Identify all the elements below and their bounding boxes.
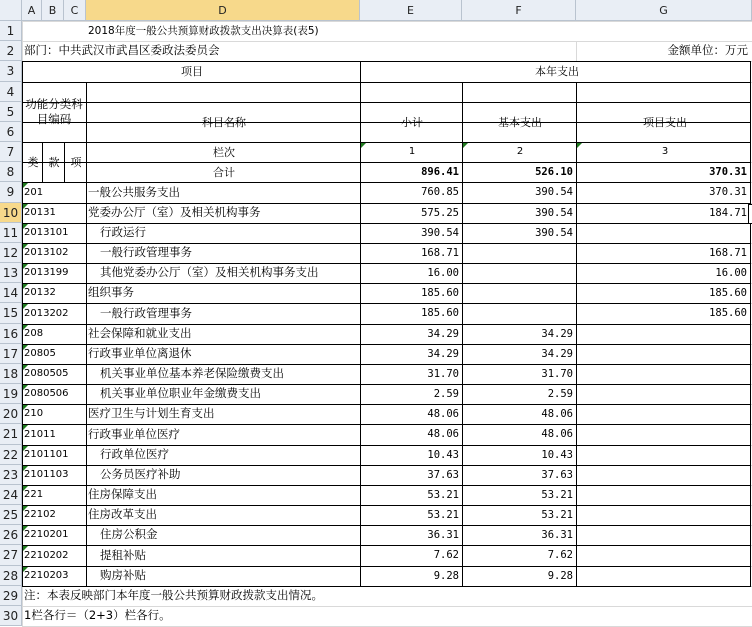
item-project[interactable] <box>576 445 750 465</box>
item-subtotal[interactable]: 185.60 <box>421 307 459 320</box>
item-basic[interactable]: 53.21 <box>541 488 573 501</box>
report-title[interactable]: 2018年度一般公共预算财政拨款支出决算表(表5) <box>88 24 319 37</box>
department-label[interactable]: 部门：中共武汉市武昌区委政法委员会 <box>24 43 220 58</box>
item-code[interactable]: 20805 <box>24 348 56 359</box>
number-as-text-indicator <box>23 446 28 451</box>
item-subtotal[interactable]: 34.29 <box>427 347 459 360</box>
row-header-10[interactable]: 10 <box>0 203 22 223</box>
item-code[interactable]: 201 <box>24 186 44 198</box>
item-name[interactable]: 其他党委办公厅（室）及相关机构事务支出 <box>100 265 319 280</box>
item-project[interactable]: 16.00 <box>715 266 747 279</box>
item-basic[interactable]: 48.06 <box>541 428 573 441</box>
item-basic[interactable]: 36.31 <box>541 528 573 541</box>
row-header-5[interactable]: 5 <box>0 102 22 122</box>
item-name[interactable]: 行政运行 <box>100 225 146 240</box>
header-subject-name[interactable]: 科目名称 <box>202 115 246 129</box>
item-code[interactable]: 22102 <box>24 509 56 520</box>
item-code[interactable]: 221 <box>24 489 44 500</box>
item-basic[interactable]: 37.63 <box>541 468 573 481</box>
item-code[interactable]: 2013202 <box>24 307 69 319</box>
row-header-20[interactable]: 20 <box>0 404 22 424</box>
column-header-d[interactable]: D <box>86 0 360 21</box>
item-project[interactable] <box>576 545 750 566</box>
item-subtotal[interactable]: 7.62 <box>433 549 459 562</box>
row-header-29[interactable]: 29 <box>0 586 22 606</box>
item-project[interactable] <box>576 505 750 525</box>
unit-label[interactable]: 金额单位：万元 <box>667 43 748 58</box>
item-basic[interactable]: 34.29 <box>541 327 573 340</box>
row-header-15[interactable]: 15 <box>0 303 22 324</box>
number-as-text-indicator <box>23 466 28 471</box>
number-as-text-indicator <box>23 385 28 390</box>
item-basic[interactable]: 390.54 <box>535 206 573 219</box>
item-subtotal[interactable]: 185.60 <box>421 286 459 299</box>
item-name[interactable]: 一般公共服务支出 <box>88 184 180 199</box>
row-header-2[interactable]: 2 <box>0 41 22 61</box>
row-header-12[interactable]: 12 <box>0 243 22 263</box>
item-name[interactable]: 一般行政管理事务 <box>100 305 192 320</box>
row-header-19[interactable]: 19 <box>0 384 22 404</box>
row-header-11[interactable]: 11 <box>0 223 22 243</box>
item-project[interactable] <box>576 364 750 384</box>
item-project[interactable]: 370.31 <box>709 186 747 199</box>
item-project[interactable] <box>576 223 750 243</box>
number-as-text-indicator <box>23 304 28 309</box>
item-name[interactable]: 提租补贴 <box>100 547 146 562</box>
item-basic[interactable] <box>462 243 576 263</box>
item-basic[interactable]: 34.29 <box>541 347 573 360</box>
row-header-28[interactable]: 28 <box>0 566 22 586</box>
item-code[interactable]: 208 <box>24 328 44 339</box>
item-code[interactable]: 2210202 <box>24 549 69 561</box>
item-name[interactable]: 组织事务 <box>88 285 134 300</box>
header-col1[interactable]: 1 <box>408 146 416 157</box>
item-subtotal[interactable]: 53.21 <box>427 488 459 501</box>
number-as-text-indicator <box>23 526 28 531</box>
item-name[interactable]: 行政事业单位离退休 <box>88 346 192 361</box>
item-code[interactable]: 20131 <box>24 207 56 218</box>
item-subtotal[interactable]: 9.28 <box>433 569 459 582</box>
header-lanci[interactable]: 栏次 <box>213 145 235 159</box>
item-code[interactable]: 2101101 <box>24 449 69 460</box>
row-header-6[interactable]: 6 <box>0 122 22 142</box>
header-project[interactable]: 项目支出 <box>643 115 687 129</box>
item-basic[interactable]: 390.54 <box>535 186 573 199</box>
header-this-year[interactable]: 本年支出 <box>535 65 579 78</box>
total-subtotal[interactable]: 896.41 <box>421 165 459 178</box>
item-subtotal[interactable]: 10.43 <box>427 448 459 461</box>
item-name[interactable]: 机关事业单位职业年金缴费支出 <box>100 386 261 401</box>
item-basic[interactable]: 2.59 <box>547 387 573 400</box>
item-basic[interactable]: 9.28 <box>547 569 573 582</box>
header-function-code[interactable]: 功能分类科目编码 <box>25 97 83 126</box>
row-header-24[interactable]: 24 <box>0 485 22 505</box>
item-subtotal[interactable]: 575.25 <box>421 206 459 219</box>
item-subtotal[interactable]: 36.31 <box>427 528 459 541</box>
number-as-text-indicator <box>23 506 28 511</box>
item-project[interactable] <box>576 485 750 505</box>
item-project[interactable] <box>576 404 750 424</box>
column-header-e[interactable]: E <box>360 0 462 21</box>
number-as-text-indicator <box>577 143 582 148</box>
item-name[interactable]: 一般行政管理事务 <box>100 245 192 260</box>
select-all-corner[interactable] <box>0 0 22 21</box>
row-header-26[interactable]: 26 <box>0 525 22 545</box>
item-subtotal[interactable]: 16.00 <box>427 266 459 279</box>
number-as-text-indicator <box>23 365 28 370</box>
row-header-8[interactable]: 8 <box>0 162 22 182</box>
number-as-text-indicator <box>463 143 468 148</box>
number-as-text-indicator <box>23 546 28 551</box>
item-name[interactable]: 医疗卫生与计划生育支出 <box>88 406 215 421</box>
item-project[interactable]: 184.71 <box>709 206 747 219</box>
item-subtotal[interactable]: 53.21 <box>427 508 459 521</box>
item-name[interactable]: 购房补贴 <box>100 568 146 583</box>
item-project[interactable] <box>576 384 750 404</box>
item-name[interactable]: 社会保障和就业支出 <box>88 326 192 341</box>
number-as-text-indicator <box>23 284 28 289</box>
total-project[interactable]: 370.31 <box>709 165 747 178</box>
number-as-text-indicator <box>23 567 28 572</box>
row-header-27[interactable]: 27 <box>0 545 22 566</box>
row-header-7[interactable]: 7 <box>0 142 22 162</box>
item-subtotal[interactable]: 34.29 <box>427 327 459 340</box>
total-basic[interactable]: 526.10 <box>535 165 573 178</box>
item-project[interactable] <box>576 344 750 364</box>
item-project[interactable] <box>576 566 750 586</box>
row-header-9[interactable]: 9 <box>0 182 22 203</box>
header-lei[interactable]: 类 <box>27 155 39 169</box>
number-as-text-indicator <box>361 143 366 148</box>
header-xiang[interactable]: 项 <box>70 155 82 169</box>
item-subtotal[interactable]: 168.71 <box>421 246 459 259</box>
header-total[interactable]: 合计 <box>213 165 235 179</box>
column-header-a[interactable]: A <box>22 0 42 21</box>
item-subtotal[interactable]: 760.85 <box>421 186 459 199</box>
number-as-text-indicator <box>23 183 28 188</box>
item-basic[interactable] <box>462 283 576 303</box>
row-header-25[interactable]: 25 <box>0 505 22 525</box>
note-1[interactable]: 注：本表反映部门本年度一般公共预算财政拨款支出情况。 <box>24 588 323 603</box>
item-name[interactable]: 住房保障支出 <box>88 487 157 502</box>
row-header-17[interactable]: 17 <box>0 344 22 364</box>
row-header-21[interactable]: 21 <box>0 424 22 445</box>
item-subtotal[interactable]: 31.70 <box>427 367 459 380</box>
number-as-text-indicator <box>23 325 28 330</box>
number-as-text-indicator <box>23 204 28 209</box>
item-subtotal[interactable]: 37.63 <box>427 468 459 481</box>
item-project[interactable]: 185.60 <box>709 307 747 320</box>
header-kuan[interactable]: 款 <box>48 155 60 169</box>
item-code[interactable]: 2013199 <box>24 267 69 278</box>
row-header-3[interactable]: 3 <box>0 61 22 82</box>
item-basic[interactable]: 390.54 <box>535 226 573 239</box>
header-subtotal[interactable]: 小计 <box>401 115 423 129</box>
item-name[interactable]: 公务员医疗补助 <box>100 467 181 482</box>
row-header-1[interactable]: 1 <box>0 21 22 41</box>
column-header-g[interactable]: G <box>576 0 752 21</box>
note-2[interactable]: 1栏各行＝（2+3）栏各行。 <box>24 608 171 623</box>
column-header-f[interactable]: F <box>462 0 576 21</box>
row-header-14[interactable]: 14 <box>0 283 22 303</box>
number-as-text-indicator <box>23 244 28 249</box>
item-code[interactable]: 210 <box>24 408 44 419</box>
row-header-23[interactable]: 23 <box>0 465 22 485</box>
item-name[interactable]: 行政事业单位医疗 <box>88 426 180 441</box>
item-code[interactable]: 2080505 <box>24 368 69 379</box>
number-as-text-indicator <box>23 486 28 491</box>
active-cell-edge[interactable] <box>748 204 752 224</box>
item-project[interactable]: 185.60 <box>709 286 747 299</box>
row-header-16[interactable]: 16 <box>0 324 22 344</box>
item-project[interactable]: 168.71 <box>709 246 747 259</box>
item-code[interactable]: 21011 <box>24 428 56 440</box>
item-name[interactable]: 住房改革支出 <box>88 507 157 522</box>
item-name[interactable]: 党委办公厅（室）及相关机构事务 <box>88 205 261 220</box>
item-code[interactable]: 2013101 <box>24 227 69 238</box>
item-subtotal[interactable]: 2.59 <box>433 387 459 400</box>
item-name[interactable]: 机关事业单位基本养老保险缴费支出 <box>100 366 284 381</box>
item-basic[interactable] <box>462 303 576 324</box>
header-col3[interactable]: 3 <box>661 146 669 157</box>
number-as-text-indicator <box>23 264 28 269</box>
item-project[interactable] <box>576 525 750 545</box>
row-header-4[interactable]: 4 <box>0 82 22 102</box>
number-as-text-indicator <box>23 345 28 350</box>
item-code[interactable]: 20132 <box>24 287 56 298</box>
item-basic[interactable] <box>462 263 576 283</box>
item-basic[interactable]: 53.21 <box>541 508 573 521</box>
item-code[interactable]: 2210203 <box>24 570 69 581</box>
row-header-30[interactable]: 30 <box>0 606 22 626</box>
row-header-18[interactable]: 18 <box>0 364 22 384</box>
item-project[interactable] <box>576 324 750 344</box>
header-item[interactable]: 项目 <box>181 65 203 78</box>
header-basic[interactable]: 基本支出 <box>498 115 542 129</box>
row-header-13[interactable]: 13 <box>0 263 22 283</box>
number-as-text-indicator <box>23 425 28 430</box>
item-code[interactable]: 2013102 <box>24 247 69 258</box>
item-name[interactable]: 行政单位医疗 <box>100 447 169 462</box>
item-subtotal[interactable]: 390.54 <box>421 226 459 239</box>
item-project[interactable] <box>576 424 750 445</box>
item-subtotal[interactable]: 48.06 <box>427 428 459 441</box>
item-basic[interactable]: 7.62 <box>547 549 573 562</box>
item-subtotal[interactable]: 48.06 <box>427 407 459 420</box>
item-basic[interactable]: 10.43 <box>541 448 573 461</box>
header-col2[interactable]: 2 <box>516 146 524 157</box>
item-project[interactable] <box>576 465 750 485</box>
column-header-b[interactable]: B <box>42 0 64 21</box>
number-as-text-indicator <box>23 405 28 410</box>
item-code[interactable]: 2080506 <box>24 388 69 399</box>
number-as-text-indicator <box>23 224 28 229</box>
item-code[interactable]: 2101103 <box>24 469 69 480</box>
item-code[interactable]: 2210201 <box>24 529 69 540</box>
item-name[interactable]: 住房公积金 <box>100 527 158 542</box>
column-header-c[interactable]: C <box>64 0 86 21</box>
item-basic[interactable]: 31.70 <box>541 367 573 380</box>
row-header-22[interactable]: 22 <box>0 445 22 465</box>
item-basic[interactable]: 48.06 <box>541 407 573 420</box>
